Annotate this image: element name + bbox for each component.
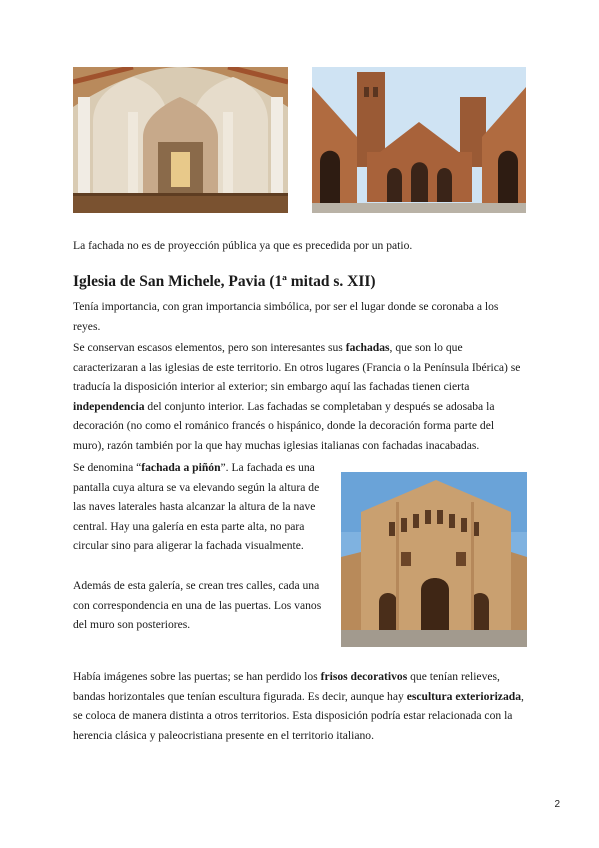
paragraph-galeria: Además de esta galería, se crean tres calles, cada una con correspondencia en una de las puertas. Los vanos del muro son posteriores. bbox=[73, 579, 322, 631]
bold-term-independencia: independencia bbox=[73, 399, 145, 413]
text-run: , se coloca de manera distinta a otros territorios. Esta disposición podría estar relacionada con la herencia clásica y paleocristiana presente en el territorio italiano. bbox=[73, 689, 524, 742]
section-title: Iglesia de San Michele, Pavia (1ª mitad s. XII) bbox=[73, 273, 376, 290]
text-run: que tenían relieves, bandas horizontales que tenían escultura figurada. Es decir, aunque hay bbox=[73, 670, 500, 703]
bold-term-fachadas: fachadas bbox=[345, 341, 390, 354]
paragraph-fachada-pinon bbox=[73, 458, 331, 556]
page-number: 2 bbox=[554, 799, 560, 810]
bold-term-frisos-decorativos: frisos decorativos bbox=[320, 670, 408, 683]
paragraph-fachadas bbox=[73, 338, 528, 455]
text-run: , que son lo que caracterizaran a las iglesias de este territorio. En otros lugares (Francia o la Península Ibérica) se traducía la disposición interior al exterior; sin embargo aquí las fachadas tienen cierta bbox=[73, 341, 521, 393]
text-run: del conjunto interior. Las fachadas se completaban y después se adosaba la decoración (no como el románico francés o hispánico, donde la decoración forma parte del muro), razón también por la que hay muchas iglesias italianas con fachadas inacabadas. bbox=[73, 399, 495, 452]
text-run: Se denomina “ bbox=[73, 461, 142, 474]
intro-paragraph: La fachada no es de proyección pública ya que es precedida por un patio. bbox=[73, 239, 413, 252]
basilica-atrium-photo bbox=[312, 67, 526, 213]
text-run: Había imágenes sobre las puertas; se han perdido los bbox=[73, 670, 321, 683]
church-interior-photo bbox=[73, 67, 288, 213]
paragraph-importance: Tenía importancia, con gran importancia simbólica, por ser el lugar donde se coronaba a los reyes. bbox=[73, 300, 499, 333]
bold-term-escultura-exteriorizada: escultura exteriorizada bbox=[406, 689, 521, 703]
san-michele-facade-photo bbox=[341, 472, 527, 647]
text-run: Se conservan escasos elementos, pero son interesantes sus bbox=[73, 341, 346, 354]
bold-term-fachada-a-pinon: fachada a piñón bbox=[141, 461, 221, 474]
text-run: ”. La fachada es una pantalla cuya altura se va elevando según la altura de las naves laterales hasta alcanzar la altura de la nave central. Hay una galería en esta parte alta, no para circular sino para aligerar la fachada visualmente. bbox=[73, 461, 320, 552]
paragraph-frisos bbox=[73, 667, 528, 745]
